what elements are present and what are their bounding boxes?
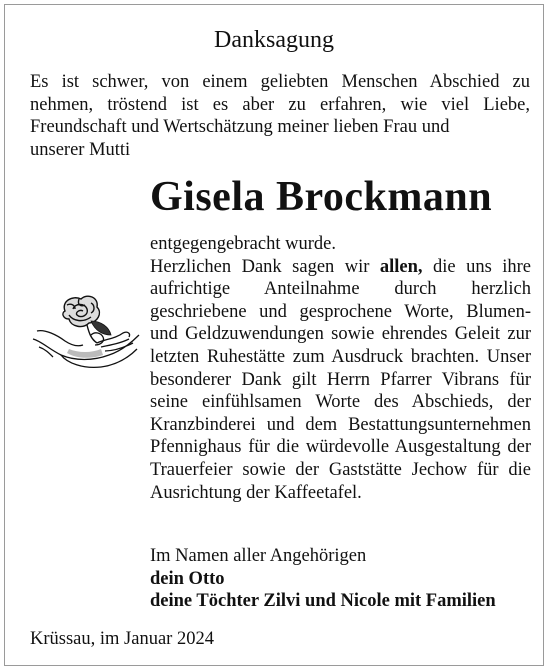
received-line: entgegengebracht wurde. — [150, 234, 336, 254]
thanks-paragraph — [150, 233, 531, 504]
closing-block — [150, 545, 540, 613]
signature-husband: dein Otto — [150, 568, 225, 589]
place-date: Krüssau, im Januar 2024 — [30, 629, 214, 649]
intro-text: Es ist schwer, von einem geliebten Menschen Abschied zu nehmen, tröstend ist es aber zu erfahren, wie viel Liebe, Freundschaft und Wertschätzung meiner lieben Frau und — [30, 72, 530, 137]
deceased-name: Gisela Brockmann — [150, 174, 493, 220]
intro-paragraph — [30, 71, 530, 161]
thanks-rest: die uns ihre aufrichtige Anteilnahme durch herzlich geschriebene und gesprochene Worte, Blumen- und Geldzuwendungen sowie ehrendes Geleit zur letzten Ruhestätte zum Ausdruck brachten. Unser besonderer Dank gilt Herrn Pfarrer Vibrans für seine einfühlsamen Worte des Abschieds, der Kranzbinderei und dem Bestattungsunternehmen Pfennighaus für die würdevolle Ausgestaltung der Trauerfeier sowie der Gaststätte Jechow für die Ausrichtung der Kaffeetafel. — [150, 256, 531, 503]
signature-daughters: deine Töchter Zilvi und Nicole mit Familien — [150, 591, 496, 612]
heading: Danksagung — [214, 27, 334, 53]
intro-last-line: unserer Mutti — [30, 139, 131, 160]
thanks-prefix: Herzlichen Dank sagen wir — [150, 256, 380, 277]
closing-line: Im Namen aller Angehörigen — [150, 546, 367, 566]
hands-holding-rose-icon — [31, 291, 143, 373]
thanks-text — [150, 256, 531, 505]
obituary-card — [4, 4, 544, 666]
thanks-emphasis: allen, — [379, 256, 423, 277]
